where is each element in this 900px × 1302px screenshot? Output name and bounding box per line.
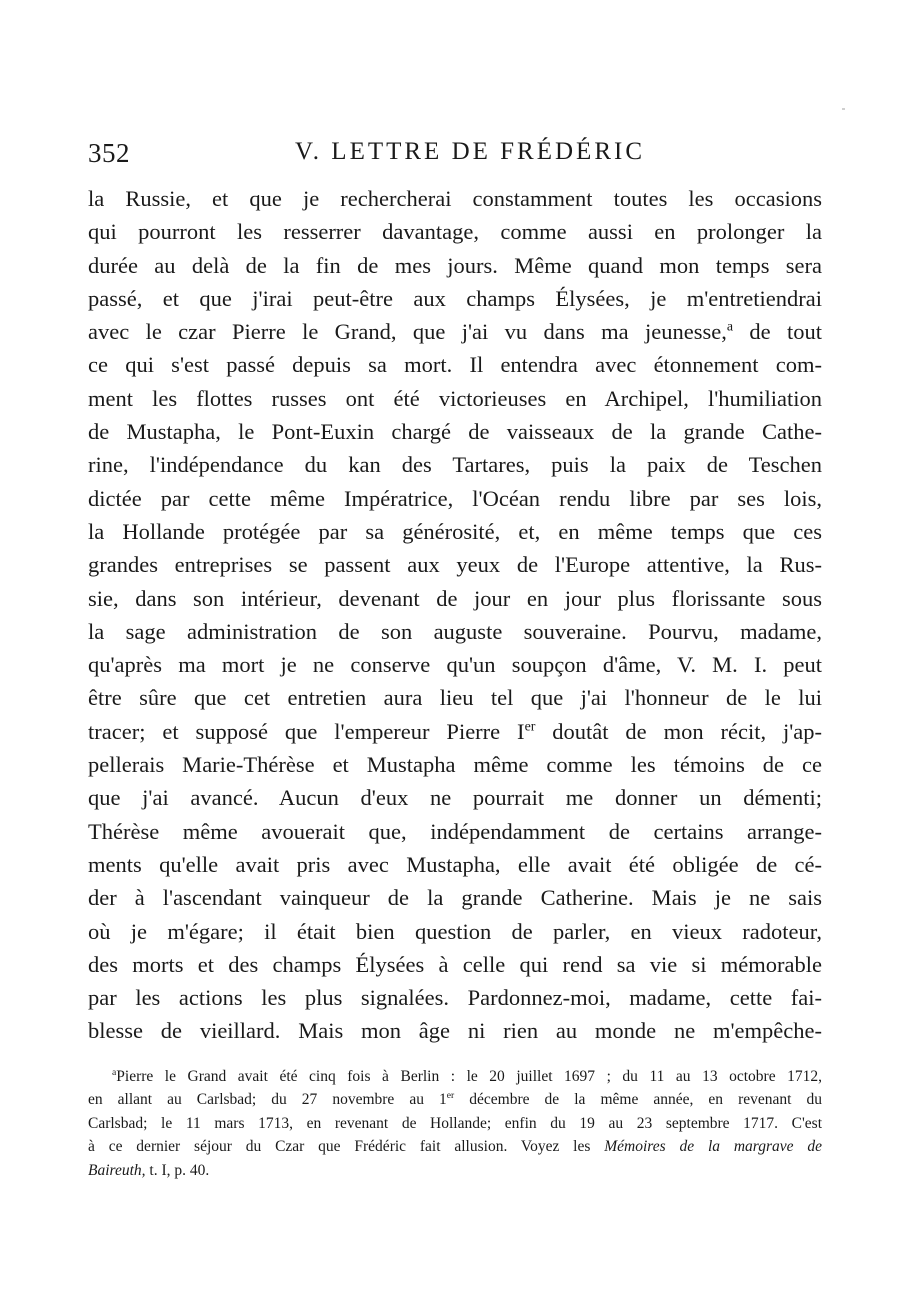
text-line: la Russie, et que je rechercherai constamment toutes les occasions [88, 186, 822, 211]
text-segment: Pierre le Grand avait été cinq fois à Berlin : le 20 juillet 1697 ; du 11 au 13 octobre 1712, [116, 1068, 822, 1085]
paper-speck [842, 108, 845, 110]
text-segment: doutât de mon récit, j'ap- [535, 718, 823, 744]
text-segment: à ce dernier séjour du Czar que Frédéric fait allusion. Voyez les [88, 1138, 605, 1156]
text-segment: décembre de la même année, en revenant du [454, 1091, 822, 1109]
footnote-line [88, 1159, 822, 1182]
book-title: Mémoires de la margrave de [604, 1138, 822, 1156]
text-line: ce qui s'est passé depuis sa mort. Il entendra avec étonnement com- [88, 352, 822, 378]
text-line [88, 315, 822, 348]
text-line: par les actions les plus signalées. Pardonnez-moi, madame, cette fai- [88, 985, 822, 1011]
text-line: passé, et que j'irai peut-être aux champs Élysées, je m'entretiendrai [88, 285, 822, 311]
text-line: qui pourront les resserrer davantage, comme aussi en prolonger la [88, 219, 822, 245]
text-line [88, 715, 822, 748]
text-line: être sûre que cet entretien aura lieu tel que j'ai l'honneur de le lui [88, 685, 822, 711]
text-line: dictée par cette même Impératrice, l'Océan rendu libre par ses lois, [88, 485, 822, 511]
footnotes [88, 1065, 822, 1182]
text-segment: avec le czar Pierre le Grand, que j'ai vu dans ma jeunesse, [88, 319, 727, 345]
footnote-line: Carlsbad; le 11 mars 1713, en revenant de Hollande; enfin du 19 au 23 septembre 1717. C'est [88, 1114, 822, 1132]
text-line: des morts et des champs Élysées à celle qui rend sa vie si mémorable [88, 951, 822, 977]
page-header [88, 138, 822, 174]
text-line: grandes entreprises se passent aux yeux de l'Europe attentive, la Rus- [88, 552, 822, 578]
book-title: Baireuth, [88, 1161, 146, 1179]
text-line: durée au delà de la fin de mes jours. Même quand mon temps sera [88, 252, 822, 278]
body-text [88, 182, 822, 1048]
footnote-line [88, 1065, 822, 1088]
footnote-reference: a [726, 319, 734, 335]
text-line: ment les flottes russes ont été victorieuses en Archipel, l'humiliation [88, 385, 822, 411]
footnote-marker: a [112, 1066, 117, 1078]
text-line: blesse de vieillard. Mais mon âge ni rien au monde ne m'empêche- [88, 1018, 822, 1044]
text-line: où je m'égare; il était bien question de parler, en vieux radoteur, [88, 918, 822, 944]
text-segment: t. I, p. 40. [145, 1161, 210, 1179]
text-segment: de tout [733, 319, 822, 345]
footnote-line [88, 1088, 822, 1111]
text-line: la Hollande protégée par sa générosité, et, en même temps que ces [88, 518, 822, 544]
text-line: que j'ai avancé. Aucun d'eux ne pourrait me donner un démenti; [88, 785, 822, 811]
text-line: Thérèse même avouerait que, indépendamment de certains arrange- [88, 818, 822, 844]
text-line: la sage administration de son auguste souveraine. Pourvu, madame, [88, 618, 822, 644]
text-line: rine, l'indépendance du kan des Tartares, puis la paix de Teschen [88, 452, 822, 478]
text-line: sie, dans son intérieur, devenant de jour en jour plus florissante sous [88, 585, 822, 611]
text-line: pellerais Marie-Thérèse et Mustapha même comme les témoins de ce [88, 752, 822, 778]
text-segment: en allant au Carlsbad; du 27 novembre au 1 [88, 1091, 447, 1109]
text-line: qu'après ma mort je ne conserve qu'un soupçon d'âme, V. M. I. peut [88, 652, 822, 678]
superscript: er [524, 719, 536, 735]
text-segment: tracer; et supposé que l'empereur Pierre I [88, 718, 525, 744]
page-number: 352 [88, 138, 130, 168]
text-line: der à l'ascendant vainqueur de la grande Catherine. Mais je ne sais [88, 885, 822, 911]
running-title: V. LETTRE DE FRÉDÉRIC [294, 138, 646, 165]
text-line: de Mustapha, le Pont-Euxin chargé de vaisseaux de la grande Cathe- [88, 419, 822, 445]
superscript: er [446, 1090, 455, 1102]
text-line: ments qu'elle avait pris avec Mustapha, elle avait été obligée de cé- [88, 851, 822, 877]
footnote-line [88, 1135, 822, 1158]
